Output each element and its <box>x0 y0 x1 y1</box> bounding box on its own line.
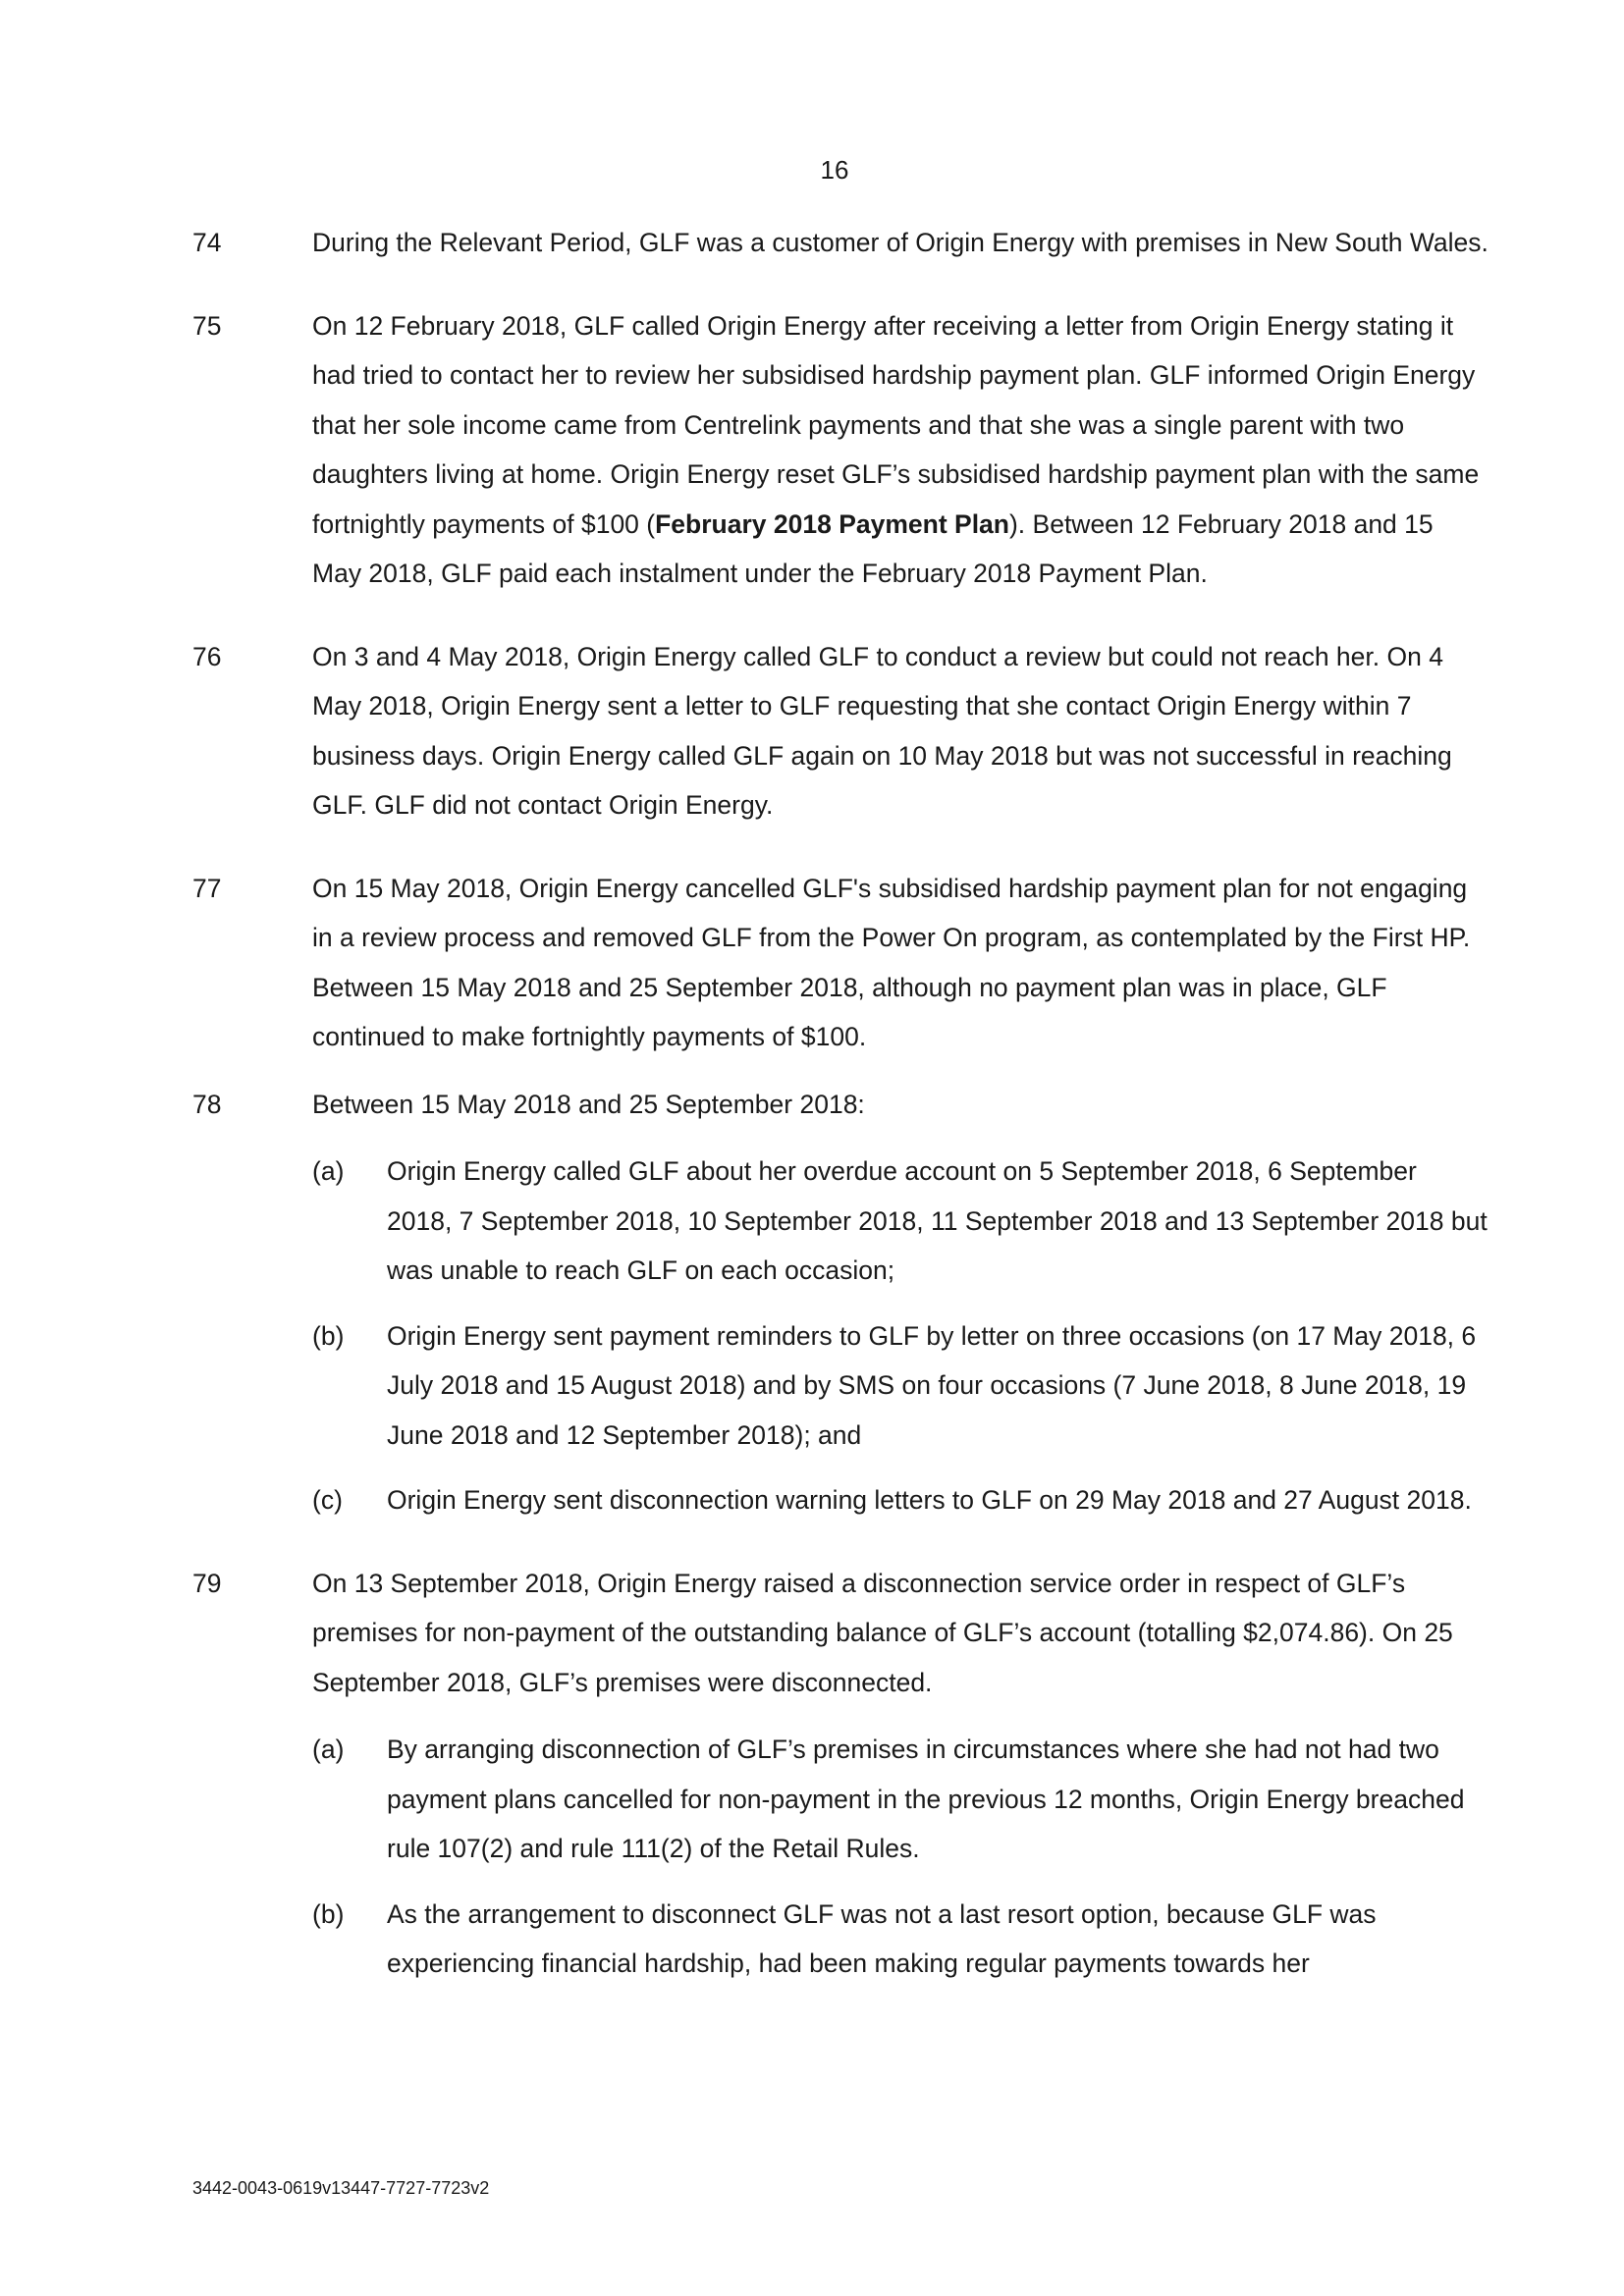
subparagraph-text: By arranging disconnection of GLF’s premises in circumstances where she had not had two payment plans cancelled for non-payment in the previous 12 months, Origin Energy breached rule 107(2) and rule 111(2) of the Retail Rules. <box>387 1735 1465 1863</box>
subparagraph-79a <box>192 1725 1489 1874</box>
subparagraph-text: As the arrangement to disconnect GLF was not a last resort option, because GLF was experiencing financial hardship, had been making regular payments towards her <box>387 1898 1377 1978</box>
paragraph-text: On 3 and 4 May 2018, Origin Energy called GLF to conduct a review but could not reach her. On 4 May 2018, Origin Energy sent a letter to GLF requesting that she contact Origin Energy within 7 business days. Origin Energy called GLF again on 10 May 2018 but was not successful in reaching GLF. GLF did not contact Origin Energy. <box>312 641 1452 820</box>
paragraph-text <box>312 311 1479 589</box>
paragraph-text: During the Relevant Period, GLF was a customer of Origin Energy with premises in New South Wales. <box>312 228 1489 257</box>
paragraph-text: Between 15 May 2018 and 25 September 2018: <box>312 1089 865 1119</box>
subparagraph-78c <box>192 1475 1489 1525</box>
paragraph-number: 79 <box>192 1568 222 1598</box>
subparagraph-letter: (b) <box>312 1898 345 1929</box>
paragraph-number: 78 <box>192 1089 222 1119</box>
paragraph-77 <box>192 864 1489 1062</box>
paragraph-text: On 15 May 2018, Origin Energy cancelled GLF's subsidised hardship payment plan for not engaging in a review process and removed GLF from the Power On program, as contemplated by the First HP. Between 15 May 2018 and 25 September 2018, although no payment plan was in place, GLF continued to make fortnightly payments of $100. <box>312 873 1471 1051</box>
paragraph-75 <box>192 301 1489 599</box>
subparagraph-78a <box>192 1147 1489 1296</box>
defined-term: February 2018 Payment Plan <box>655 508 1009 539</box>
subparagraph-text: Origin Energy sent payment reminders to GLF by letter on three occasions (on 17 May 2018, 6 July 2018 and 15 August 2018) and by SMS on four occasions (7 June 2018, 8 June 2018, 19 June 2018 and 12 September 2018); and <box>387 1320 1477 1450</box>
subparagraph-letter: (a) <box>312 1156 345 1186</box>
paragraph-78 <box>192 1080 1489 1130</box>
paragraph-text-part: On 12 February 2018, GLF called Origin Energy after receiving a letter from Origin Energy stating it had tried to contact her to review her subsidised hardship payment plan. GLF informed Origin Energy that her sole income came from Centrelink payments and that she was a single parent with two daughters living at home. Origin Energy reset GLF’s subsidised hardship payment plan with the same fortnightly payments of $100 ( <box>312 310 1480 539</box>
document-reference-footer: 3442-0043-0619v13447-7727-7723v2 <box>192 2178 490 2198</box>
subparagraph-letter: (a) <box>312 1735 345 1764</box>
paragraph-number: 76 <box>192 641 222 671</box>
paragraph-79 <box>192 1559 1489 1708</box>
paragraph-text-part: ). Between 12 February 2018 and 15 May 2018, GLF paid each instalment under the February 2018 Payment Plan. <box>312 508 1434 588</box>
paragraph-number: 74 <box>192 228 222 257</box>
paragraph-text: On 13 September 2018, Origin Energy raised a disconnection service order in respect of GLF’s premises for non-payment of the outstanding balance of GLF’s account (totalling $2,074.86). On 25 September 2018, GLF’s premises were disconnected. <box>312 1568 1453 1697</box>
subparagraph-letter: (b) <box>312 1320 345 1351</box>
paragraph-76 <box>192 632 1489 830</box>
paragraph-number: 77 <box>192 873 222 903</box>
subparagraph-text: Origin Energy sent disconnection warning letters to GLF on 29 May 2018 and 27 August 2018. <box>387 1485 1472 1515</box>
document-body <box>192 218 1489 2004</box>
subparagraph-letter: (c) <box>312 1485 343 1515</box>
paragraph-74 <box>192 218 1489 268</box>
subparagraph-78b <box>192 1311 1489 1461</box>
subparagraph-text: Origin Energy called GLF about her overdue account on 5 September 2018, 6 September 2018, 7 September 2018, 10 September 2018, 11 September 2018 and 13 September 2018 but was unable to reach GLF on each occasion; <box>387 1156 1488 1285</box>
paragraph-number: 75 <box>192 310 222 341</box>
page-number: 16 <box>820 155 849 185</box>
subparagraph-79b <box>192 1890 1489 1989</box>
